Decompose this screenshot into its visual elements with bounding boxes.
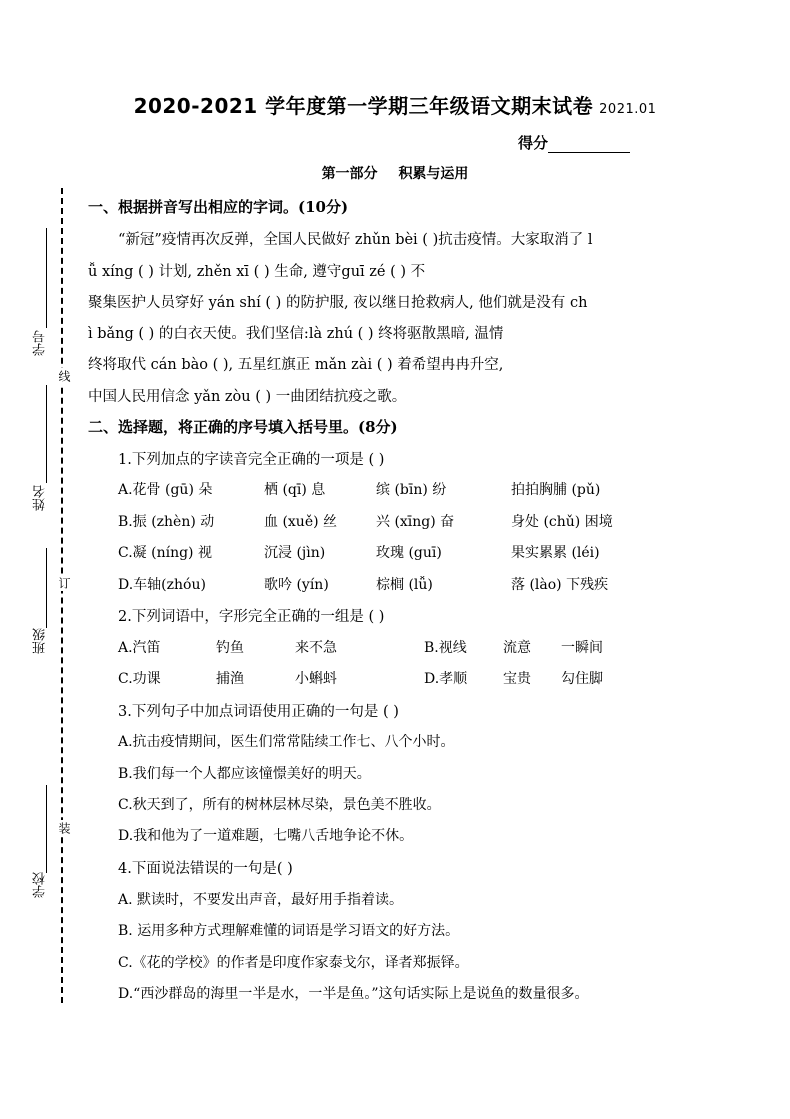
q1-option[interactable]: B.振 (zhèn) 动 <box>118 514 215 530</box>
school-blank[interactable] <box>46 785 48 873</box>
class-blank[interactable] <box>46 548 48 628</box>
q1-option: 果实累累 (léi) <box>511 545 600 561</box>
q1-option[interactable]: A.花骨 (gū) 朵 <box>118 482 213 498</box>
q4-option[interactable]: B. 运用多种方式理解难懂的词语是学习语文的好方法。 <box>118 923 460 939</box>
q2-option: 勾住脚 <box>561 671 603 687</box>
pinyin-line: 聚集医护人员穿好 yán shí ( ) 的防护服, 夜以继日抢救病人, 他们就是没有 ch <box>88 295 588 311</box>
q2-option[interactable]: B.视线 <box>424 640 467 656</box>
section2-heading: 二、选择题，将正确的序号填入括号里。(8分) <box>88 418 398 436</box>
exam-date: 2021.01 <box>599 102 657 117</box>
exam-title: 2020-2021 学年度第一学期三年级语文期末试卷 2021.01 <box>133 94 657 118</box>
q2-option: 一瞬间 <box>561 640 603 656</box>
q2-option[interactable]: D.孝顺 <box>424 671 468 687</box>
q2-option: 流意 <box>503 640 531 656</box>
section1-heading: 一、根据拼音写出相应的字词。(10分) <box>88 198 349 216</box>
q2-option[interactable]: C.功课 <box>118 671 161 687</box>
question-2-stem: 2.下列词语中，字形完全正确的一组是 ( ) <box>118 609 385 625</box>
pinyin-line: 中国人民用信念 yǎn zòu ( ) 一曲团结抗疫之歌。 <box>88 389 407 405</box>
q2-option: 来不急 <box>295 640 337 656</box>
student-id-blank[interactable] <box>46 228 48 328</box>
q3-option[interactable]: D.我和他为了一道难题，七嘴八舌地争论不休。 <box>118 828 414 844</box>
question-4-stem: 4.下面说法错误的一句是( ) <box>118 861 293 877</box>
q2-option[interactable]: A.汽笛 <box>118 640 161 656</box>
q2-option: 钓鱼 <box>216 640 244 656</box>
q1-option[interactable]: C.凝 (níng) 视 <box>118 545 212 561</box>
binding-mark-zhuang: 装 <box>57 822 71 834</box>
pinyin-line: ǚ xíng ( ) 计划, zhěn xī ( ) 生命, 遵守guī zé ( ) 不 <box>88 264 426 280</box>
question-3-stem: 3.下列句子中加点词语使用正确的一句是 ( ) <box>118 704 399 720</box>
pinyin-line: 终将取代 cán bào ( ), 五星红旗正 mǎn zài ( ) 着希望冉冉升空, <box>88 357 504 373</box>
q3-option[interactable]: C.秋天到了，所有的树林层林尽染，景色美不胜收。 <box>118 797 441 813</box>
q1-option: 缤 (bīn) 纷 <box>376 482 447 498</box>
q1-option: 沉浸 (jìn) <box>264 545 326 561</box>
pinyin-line: ì bǎng ( ) 的白衣天使。我们坚信:là zhú ( ) 终将驱散黑暗, 温情 <box>88 326 504 342</box>
score-blank[interactable] <box>548 138 630 153</box>
class-label: 班级 <box>33 628 48 654</box>
q4-option[interactable]: A. 默读时，不要发出声音，最好用手指着读。 <box>118 892 404 908</box>
q1-option: 栖 (qī) 息 <box>264 482 326 498</box>
name-blank[interactable] <box>46 385 48 483</box>
question-1-stem: 1.下列加点的字读音完全正确的一项是 ( ) <box>118 452 385 468</box>
binding-mark-xian: 线 <box>57 370 71 382</box>
q2-option: 宝贵 <box>503 671 531 687</box>
q1-option: 身处 (chǔ) 困境 <box>511 514 613 530</box>
student-id-label: 学号 <box>33 330 48 356</box>
q1-option: 落 (lào) 下残疾 <box>511 577 609 593</box>
name-label: 姓名 <box>33 485 48 511</box>
q4-option[interactable]: C.《花的学校》的作者是印度作家泰戈尔，译者郑振铎。 <box>118 955 469 971</box>
q1-option: 血 (xuě) 丝 <box>264 514 338 530</box>
part-title: 第一部分 积累与运用 <box>321 166 469 182</box>
school-label: 学校 <box>33 872 48 898</box>
q1-option[interactable]: D.车轴(zhóu) <box>118 577 206 593</box>
binding-dashed-line <box>61 188 63 1003</box>
q2-option: 捕渔 <box>216 671 244 687</box>
q2-option: 小蝌蚪 <box>295 671 337 687</box>
q1-option: 棕榈 (lǚ) <box>376 577 433 593</box>
q1-option: 歌吟 (yín) <box>264 577 329 593</box>
q3-option[interactable]: B.我们每一个人都应该憧憬美好的明天。 <box>118 766 371 782</box>
score-field: 得分 <box>518 132 630 153</box>
q1-option: 玫瑰 (guī) <box>376 545 442 561</box>
q4-option[interactable]: D.“西沙群岛的海里一半是水，一半是鱼。”这句话实际上是说鱼的数量很多。 <box>118 986 589 1002</box>
q1-option: 拍拍胸脯 (pǔ) <box>511 482 601 498</box>
q1-option: 兴 (xīng) 奋 <box>376 514 455 530</box>
pinyin-line: “新冠”疫情再次反弹，全国人民做好 zhǔn bèi ( )抗击疫情。大家取消了 l <box>118 232 593 248</box>
q3-option[interactable]: A.抗击疫情期间，医生们常常陆续工作七、八个小时。 <box>118 734 455 750</box>
binding-mark-ding: 订 <box>57 577 71 589</box>
